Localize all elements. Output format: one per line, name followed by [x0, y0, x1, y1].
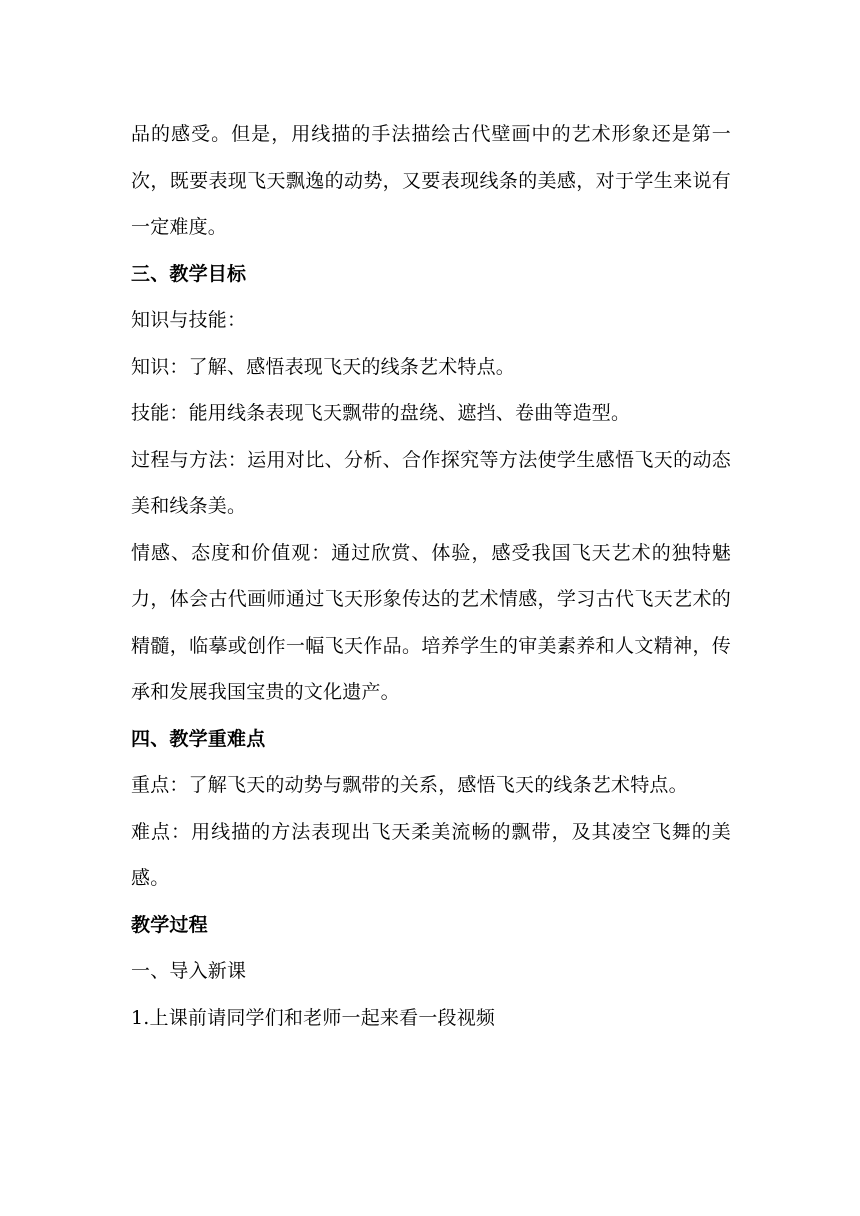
subheading-introduction: 一、导入新课 — [131, 960, 247, 982]
paragraph-knowledge: 知识：了解、感悟表现飞天的线条艺术特点。 — [131, 355, 516, 378]
paragraph-knowledge-skills-label: 知识与技能： — [131, 309, 247, 331]
paragraph-skills: 技能：能用线条表现飞天飘带的盘绕、遮挡、卷曲等造型。 — [131, 402, 631, 424]
paragraph-difficult-point: 难点：用线描的方法表现出飞天柔美流畅的飘带，及其凌空飞舞的美感。 — [131, 820, 731, 889]
paragraph-process-methods: 过程与方法：运用对比、分析、合作探究等方法使学生感悟飞天的动态美和线条美。 — [131, 448, 731, 517]
paragraph-intro-continuation: 品的感受。但是，用线描的手法描绘古代壁画中的艺术形象还是第一次，既要表现飞天飘逸的动势，又要表现线条的美感，对于学生来说有一定难度。 — [131, 123, 731, 238]
section-heading-teaching-objectives: 三、教学目标 — [131, 262, 247, 285]
section-heading-key-difficult-points: 四、教学重难点 — [131, 727, 266, 750]
paragraph-step-1: 1.上课前请同学们和老师一起来看一段视频 — [131, 1006, 496, 1029]
section-heading-teaching-process: 教学过程 — [131, 913, 208, 936]
document-body — [131, 111, 731, 1041]
paragraph-emotion-values: 情感、态度和价值观：通过欣赏、体验，感受我国飞天艺术的独特魅力，体会古代画师通过飞天形象传达的艺术情感，学习古代飞天艺术的精髓，临摹或创作一幅飞天作品。培养学生的审美素养和人文精神，传承和发展我国宝贵的文化遗产。 — [131, 541, 731, 703]
paragraph-key-point: 重点：了解飞天的动势与飘带的关系，感悟飞天的线条艺术特点。 — [131, 774, 688, 796]
